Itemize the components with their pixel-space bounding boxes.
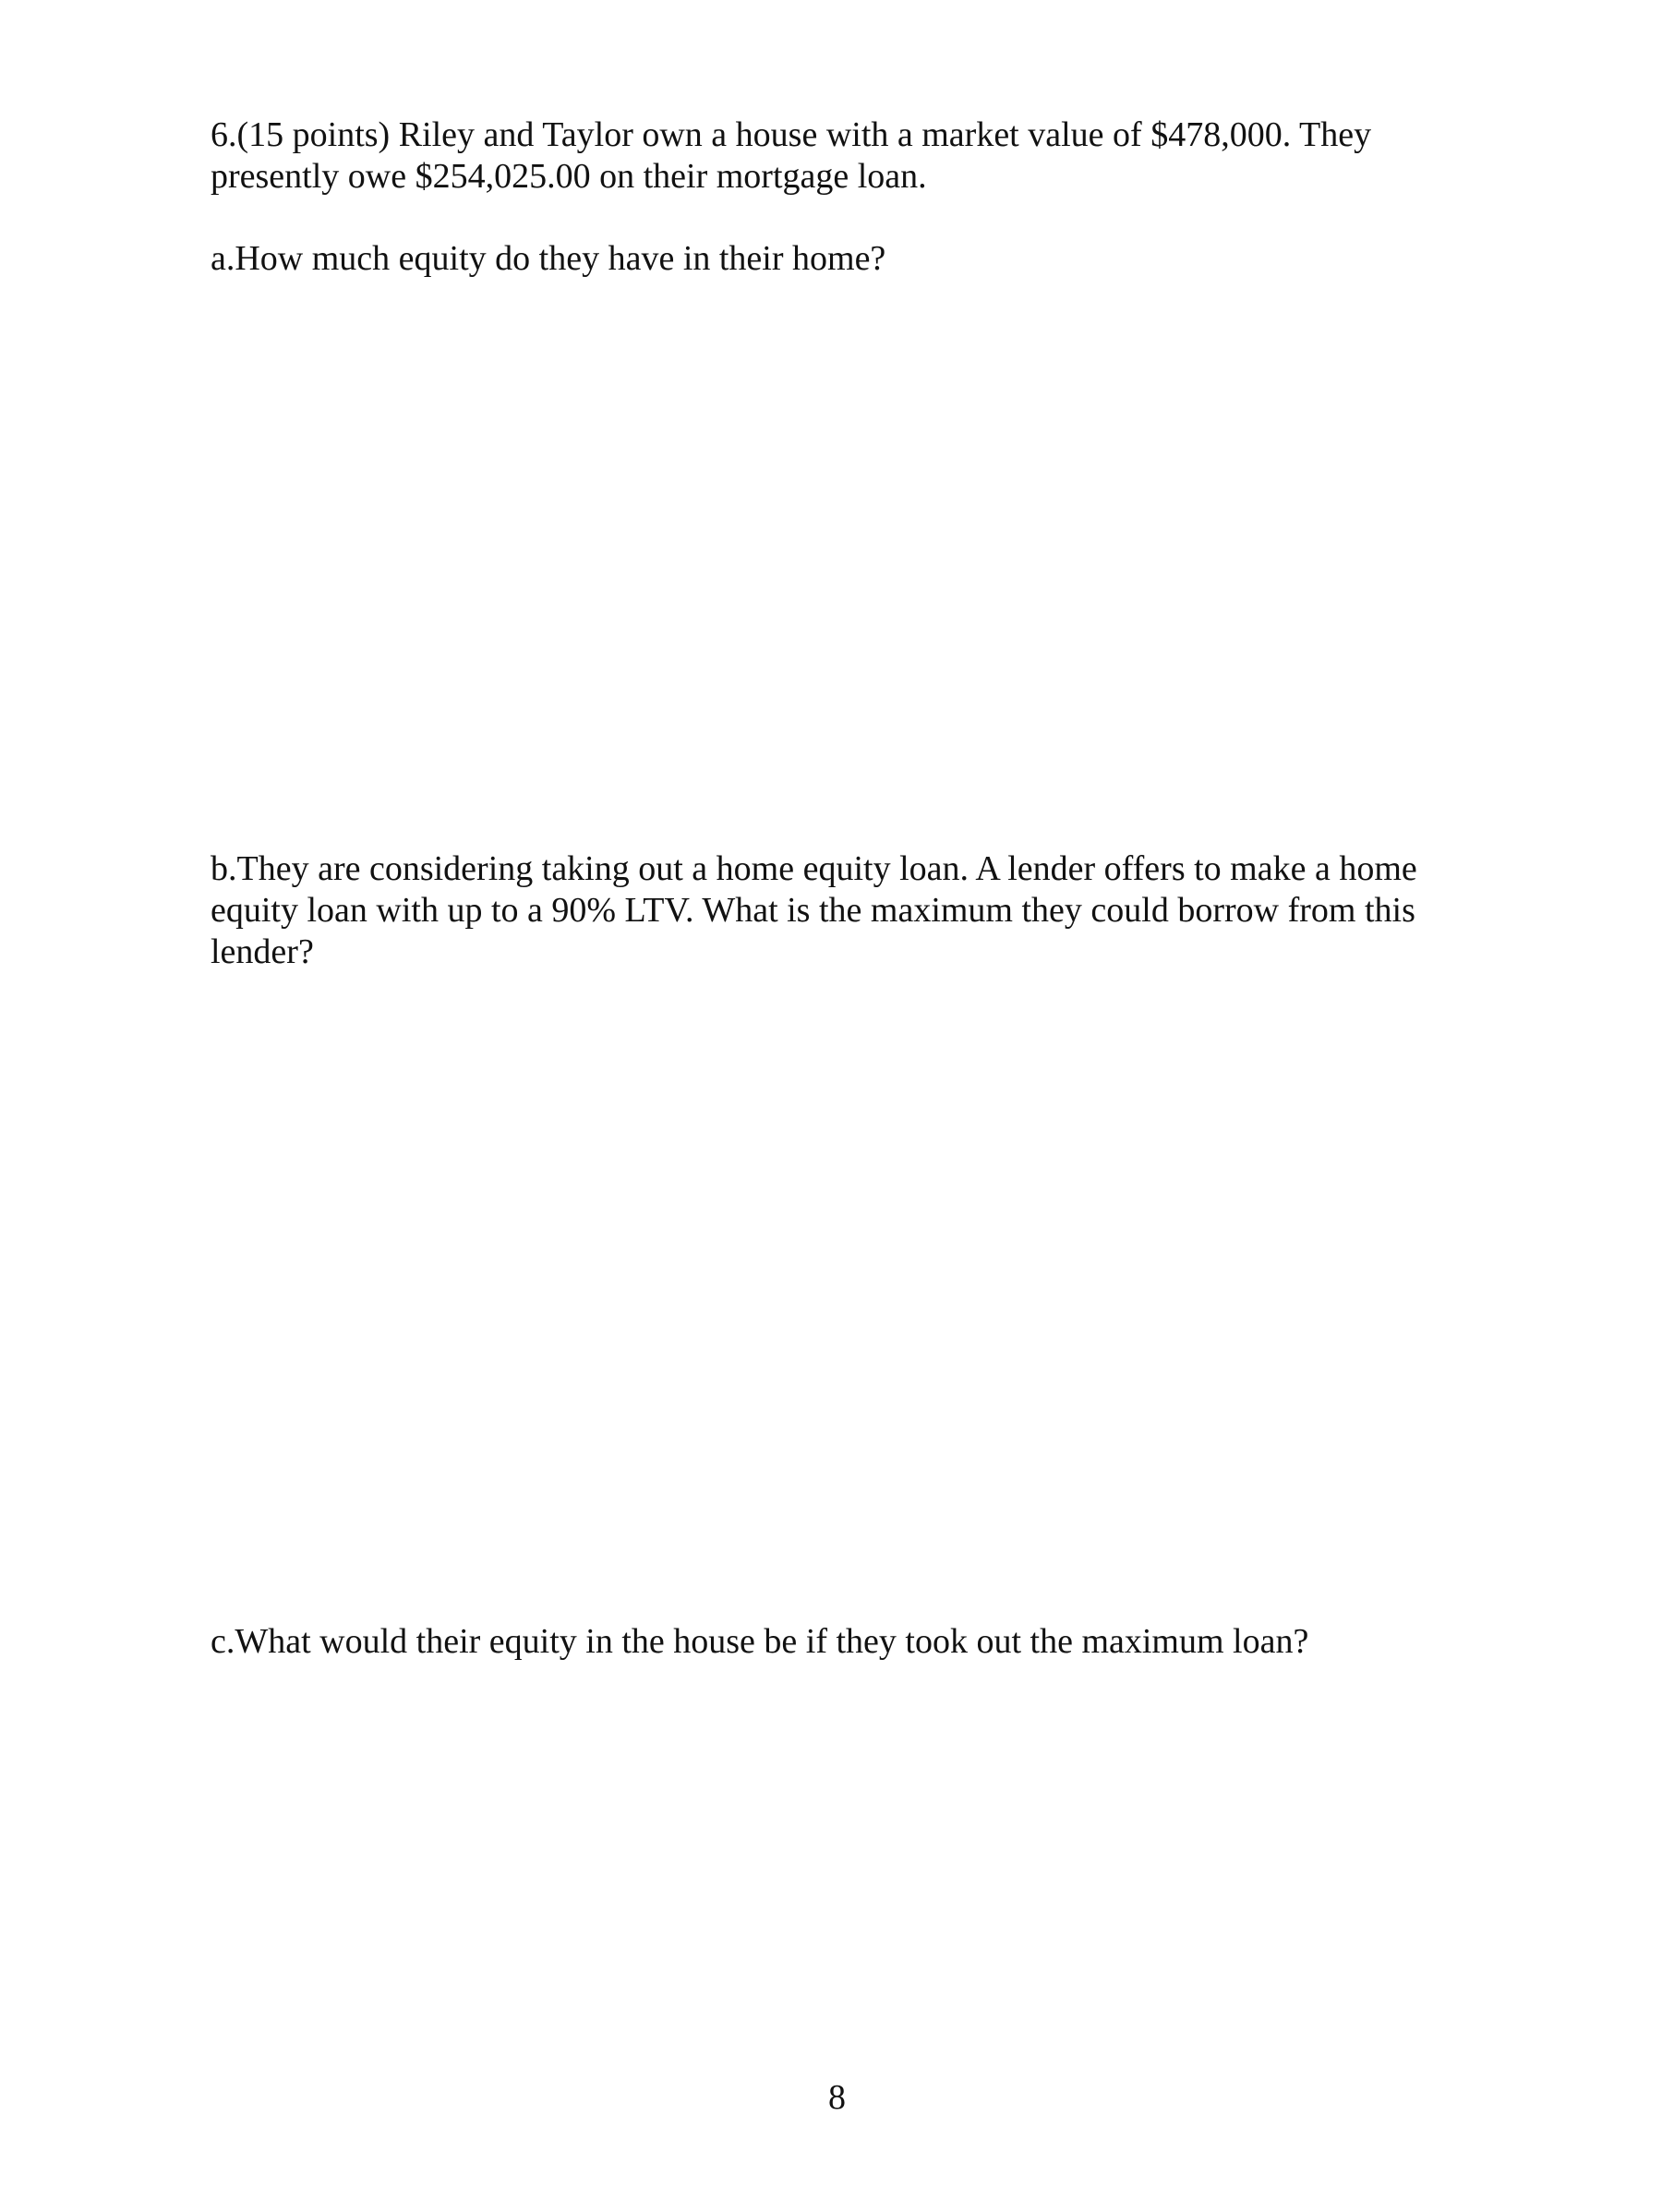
question-part-c: c.What would their equity in the house be if they took out the maximum loan? <box>211 1622 1309 1661</box>
page-number: 8 <box>828 2078 846 2117</box>
question-part-b: b.They are considering taking out a home equity loan. A lender offers to make a home equity loan with up to a 90% LTV. What is the maximum they could borrow from this lender? <box>211 849 1417 971</box>
question-intro: 6.(15 points) Riley and Taylor own a house with a market value of $478,000. They presently owe $254,025.00 on their mortgage loan. <box>211 115 1372 196</box>
question-part-a: a.How much equity do they have in their home? <box>211 239 886 278</box>
